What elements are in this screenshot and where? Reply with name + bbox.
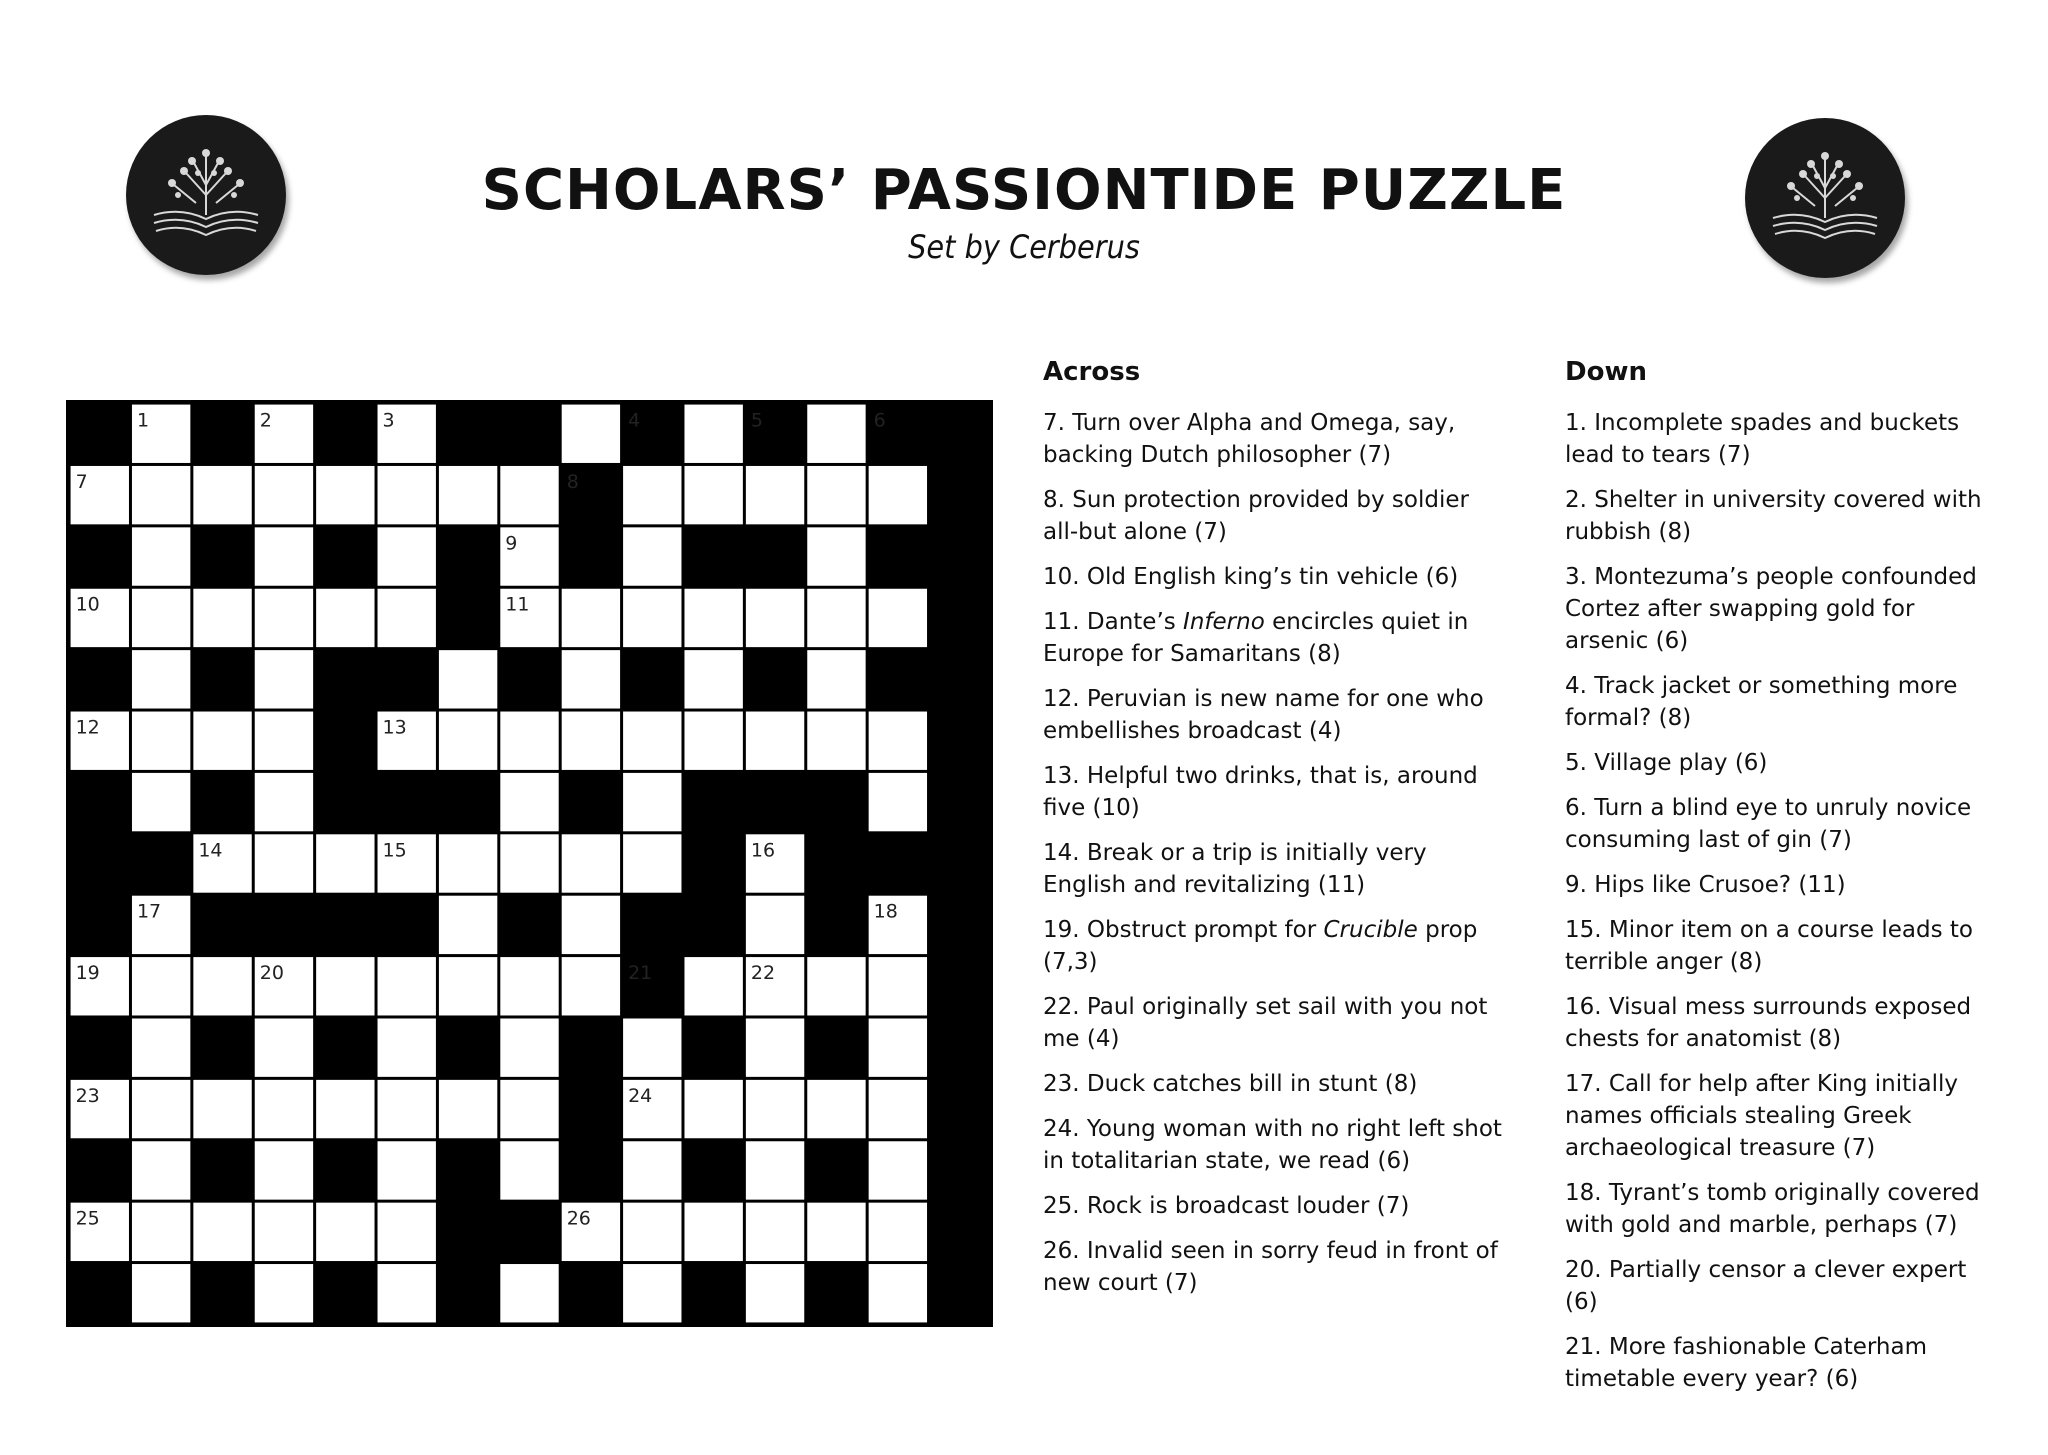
across-clue: 11. Dante’s Inferno encircles quiet in Europe for Samaritans (8) [1043,609,1469,667]
grid-cell[interactable] [316,1203,374,1261]
grid-cell[interactable] [378,466,436,524]
clue-number: 23 [75,1084,100,1107]
grid-cell[interactable] [439,834,497,892]
across-clue: 23. Duck catches bill in stunt (8) [1043,1071,1418,1097]
grid-cell[interactable] [193,1080,251,1138]
across-clue: 25. Rock is broadcast louder (7) [1043,1193,1410,1219]
grid-cell[interactable] [746,589,804,647]
grid-cell[interactable] [623,834,681,892]
grid-cell[interactable] [255,1080,313,1138]
grid-cell[interactable] [132,1141,190,1199]
grid-cell[interactable] [378,1203,436,1261]
across-clue: 14. Break or a trip is initially very English and revitalizing (11) [1043,840,1427,898]
down-clue: 21. More fashionable Caterham timetable every year? (6) [1565,1334,1928,1392]
grid-cell[interactable] [500,1080,558,1138]
grid-cell[interactable] [684,957,742,1015]
clue-number: 5 [750,409,763,432]
grid-cell[interactable] [378,1264,436,1322]
clue-number: 11 [505,593,530,616]
clue-number: 18 [873,900,898,923]
grid-cell[interactable] [562,405,620,463]
page-title: SCHOLARS’ PASSIONTIDE PUZZLE [481,158,1567,223]
grid-cell[interactable] [807,1080,865,1138]
clue-number: 13 [382,716,407,739]
clue-number: 1 [136,409,150,432]
grid-cell[interactable] [255,1264,313,1322]
clue-number: 8 [566,470,579,493]
grid-cell[interactable] [623,1203,681,1261]
clue-number: 9 [505,532,518,555]
down-clue: 16. Visual mess surrounds exposed chests for anatomist (8) [1565,994,1972,1052]
grid-cell[interactable] [255,650,313,708]
across-clue: 19. Obstruct prompt for Crucible prop (7,3) [1043,917,1478,975]
clue-number: 21 [628,962,653,985]
grid-cell[interactable] [562,650,620,708]
grid-cell[interactable] [500,957,558,1015]
grid-cell[interactable] [316,589,374,647]
grid-cell[interactable] [869,773,927,831]
grid-cell[interactable] [684,1080,742,1138]
grid-cell[interactable] [807,589,865,647]
grid-cell[interactable] [500,773,558,831]
across-clue: 13. Helpful two drinks, that is, around five (10) [1043,763,1478,821]
grid-cell[interactable] [562,957,620,1015]
down-clue: 1. Incomplete spades and buckets lead to tears (7) [1565,410,1960,468]
clue-number: 22 [750,962,776,985]
grid-cell[interactable] [807,527,865,585]
clue-number: 7 [75,470,88,493]
grid-cell[interactable] [807,466,865,524]
grid-cell[interactable] [316,957,374,1015]
grid-cell[interactable] [500,834,558,892]
clue-number: 10 [75,593,100,616]
grid-cell[interactable] [807,712,865,770]
clue-number: 14 [198,839,223,862]
grid-cell[interactable] [623,1141,681,1199]
grid-cell[interactable] [500,466,558,524]
grid-cell[interactable] [378,957,436,1015]
grid-cell[interactable] [255,527,313,585]
down-clue: 2. Shelter in university covered with rubbish (8) [1565,487,1982,545]
grid-cell[interactable] [378,1080,436,1138]
across-clue: 26. Invalid seen in sorry feud in front of new court (7) [1043,1238,1498,1296]
grid-cell[interactable] [869,589,927,647]
grid-cell[interactable] [316,834,374,892]
clue-number: 19 [75,962,100,985]
grid-cell[interactable] [132,1203,190,1261]
grid-cell[interactable] [684,650,742,708]
grid-cell[interactable] [746,466,804,524]
grid-cell[interactable] [807,405,865,463]
grid-cell[interactable] [500,712,558,770]
across-clue: 7. Turn over Alpha and Omega, say, backing Dutch philosopher (7) [1043,410,1456,468]
grid-cell[interactable] [193,589,251,647]
grid-cell[interactable] [684,466,742,524]
clue-number: 26 [566,1207,591,1230]
down-clue: 20. Partially censor a clever expert (6) [1565,1257,1967,1315]
across-heading: Across [1043,357,1141,387]
grid-cell[interactable] [869,712,927,770]
clue-number: 15 [382,839,407,862]
grid-cell[interactable] [316,1080,374,1138]
grid-cell[interactable] [623,712,681,770]
grid-cell[interactable] [439,466,497,524]
grid-cell[interactable] [869,466,927,524]
clue-number: 12 [75,716,100,739]
grid-cell[interactable] [132,466,190,524]
clue-number: 17 [136,900,162,923]
grid-cell[interactable] [562,834,620,892]
grid-cell[interactable] [255,1018,313,1076]
grid-cell[interactable] [869,1141,927,1199]
grid-cell[interactable] [132,1264,190,1322]
grid-cell[interactable] [746,1018,804,1076]
grid-cell[interactable] [684,1203,742,1261]
grid-cell[interactable] [255,773,313,831]
grid-cell[interactable] [746,896,804,954]
grid-cell[interactable] [439,1080,497,1138]
across-clue: 22. Paul originally set sail with you not me (4) [1043,994,1488,1052]
grid-cell[interactable] [132,589,190,647]
grid-cell[interactable] [193,466,251,524]
down-clue: 3. Montezuma’s people confounded Cortez after swapping gold for arsenic (6) [1565,564,1977,654]
grid-cell[interactable] [869,957,927,1015]
across-clue: 10. Old English king’s tin vehicle (6) [1043,564,1459,590]
grid-cell[interactable] [255,589,313,647]
grid-cell[interactable] [684,589,742,647]
grid-cell[interactable] [500,1018,558,1076]
down-clue: 15. Minor item on a course leads to terrible anger (8) [1565,917,1973,975]
down-clue: 9. Hips like Crusoe? (11) [1565,872,1846,898]
down-clue: 5. Village play (6) [1565,750,1768,776]
grid-cell[interactable] [562,712,620,770]
grid-cell[interactable] [746,1080,804,1138]
across-clue: 12. Peruvian is new name for one who embellishes broadcast (4) [1043,686,1484,744]
clue-number: 20 [259,962,284,985]
grid-cell[interactable] [869,1080,927,1138]
grid-cell[interactable] [623,589,681,647]
grid-cell[interactable] [746,1141,804,1199]
grid-cell[interactable] [746,1203,804,1261]
grid-cell[interactable] [623,1264,681,1322]
grid-cell[interactable] [623,1018,681,1076]
grid-cell[interactable] [807,1203,865,1261]
grid-cell[interactable] [869,1018,927,1076]
grid-cell[interactable] [439,896,497,954]
clue-number: 25 [75,1207,100,1230]
grid-cell[interactable] [132,650,190,708]
grid-cell[interactable] [500,1264,558,1322]
grid-cell[interactable] [255,834,313,892]
grid-cell[interactable] [562,896,620,954]
grid-cell[interactable] [439,957,497,1015]
down-clue: 18. Tyrant’s tomb originally covered with gold and marble, perhaps (7) [1565,1180,1980,1238]
grid-cell[interactable] [746,712,804,770]
down-heading: Down [1565,357,1647,387]
grid-cell[interactable] [623,466,681,524]
down-clue: 4. Track jacket or something more formal? (8) [1565,673,1958,731]
grid-cell[interactable] [132,773,190,831]
down-clue: 6. Turn a blind eye to unruly novice consuming last of gin (7) [1565,795,1972,853]
clue-number: 3 [382,409,395,432]
down-clues [1565,357,2005,1408]
grid-cell[interactable] [684,712,742,770]
crossword-grid [66,400,993,1327]
grid-cell[interactable] [623,773,681,831]
grid-cell[interactable] [439,650,497,708]
across-clue: 24. Young woman with no right left shot in totalitarian state, we read (6) [1043,1116,1502,1174]
grid-cell[interactable] [378,1018,436,1076]
across-clues [1043,357,1503,1312]
grid-cell[interactable] [255,1141,313,1199]
grid-cell[interactable] [255,466,313,524]
grid-cell[interactable] [316,466,374,524]
clue-number: 6 [873,409,886,432]
grid-cell[interactable] [255,1203,313,1261]
clue-number: 16 [750,839,776,862]
clue-number: 4 [628,409,641,432]
grid-cell[interactable] [500,1141,558,1199]
grid-cell[interactable] [378,527,436,585]
grid-cell[interactable] [807,957,865,1015]
grid-cell[interactable] [869,1203,927,1261]
grid-cell[interactable] [623,527,681,585]
grid-cell[interactable] [255,712,313,770]
grid-cell[interactable] [684,405,742,463]
grid-cell[interactable] [807,650,865,708]
down-clue: 17. Call for help after King initially names officials stealing Greek archaeological treasure (7) [1565,1071,1959,1161]
grid-cell[interactable] [132,957,190,1015]
grid-cell[interactable] [132,527,190,585]
grid-cell[interactable] [132,1080,190,1138]
grid-cell[interactable] [562,589,620,647]
grid-cell[interactable] [193,712,251,770]
grid-cell[interactable] [439,712,497,770]
grid-cell[interactable] [193,957,251,1015]
clue-number: 24 [628,1084,653,1107]
setter-byline: Set by Cerberus [908,228,1140,266]
across-clue: 8. Sun protection provided by soldier all-but alone (7) [1043,487,1469,545]
grid-cell[interactable] [869,1264,927,1322]
grid-cell[interactable] [132,1018,190,1076]
clue-number: 2 [259,409,272,432]
grid-cell[interactable] [378,589,436,647]
grid-cell[interactable] [378,1141,436,1199]
grid-cell[interactable] [132,712,190,770]
grid-cell[interactable] [193,1203,251,1261]
grid-cell[interactable] [746,1264,804,1322]
